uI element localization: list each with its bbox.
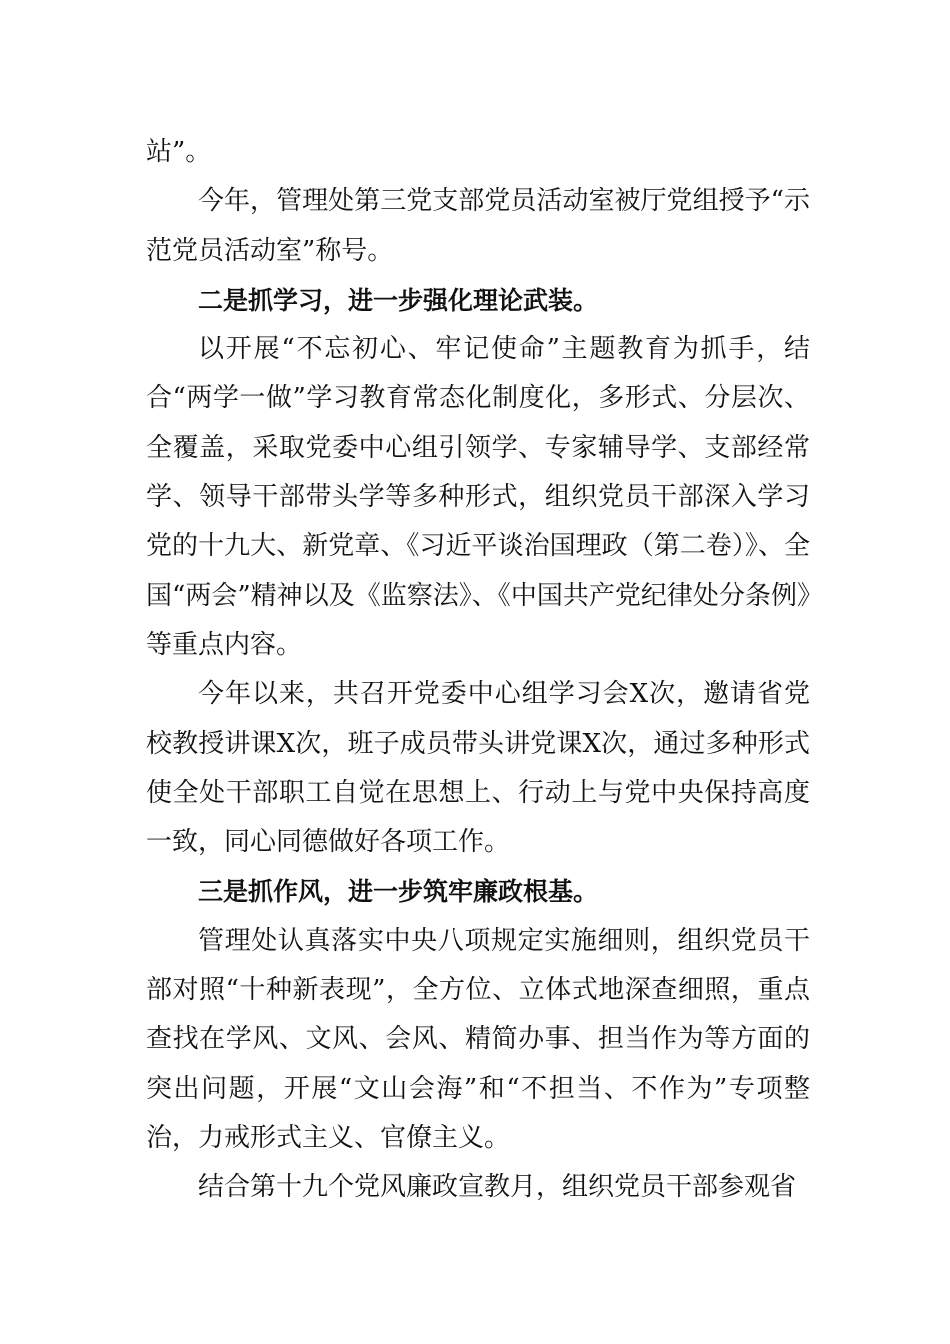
paragraph-continuation: 站”。 (146, 137, 212, 167)
paragraph-study-results: 今年以来，共召开党委中心组学习会X次，邀请省党校教授讲课X次，班子成员带头讲党课X次，通过多种形式使全处干部职工自觉在思想上、行动上与党中央保持高度一致，同心同德做好各项工作。 (146, 679, 810, 858)
paragraph-study-methods: 以开展“不忘初心、牢记使命”主题教育为抓手，结合“两学一做”学习教育常态化制度化，多形式、分层次、全覆盖，采取党委中心组引领学、专家辅导学、支部经常学、领导干部带头学等多种形式，组织党员干部深入学习党的十九大、新党章、《习近平谈治国理政（第二卷）》、全国“两会”精神以及《监察法》、《中国共产党纪律处分条例》等重点内容。 (146, 334, 810, 660)
document-body (146, 128, 810, 1213)
paragraph-conduct-rules: 管理处认真落实中央八项规定实施细则，组织党员干部对照“十种新表现”，全方位、立体式地深查细照，重点查找在学风、文风、会风、精简办事、担当作为等方面的突出问题，开展“文山会海”和“不担当、不作为”专项整治，力戒形式主义、官僚主义。 (146, 925, 810, 1153)
paragraph-education-month: 结合第十九个党风廉政宣教月，组织党员干部参观省 (198, 1172, 797, 1203)
paragraph-award: 今年，管理处第三党支部党员活动室被厅党组授予“示范党员活动室”称号。 (146, 186, 810, 266)
section-heading-study: 二是抓学习，进一步强化理论武装。 (198, 285, 599, 315)
section-heading-conduct: 三是抓作风，进一步筑牢廉政根基。 (198, 877, 599, 907)
